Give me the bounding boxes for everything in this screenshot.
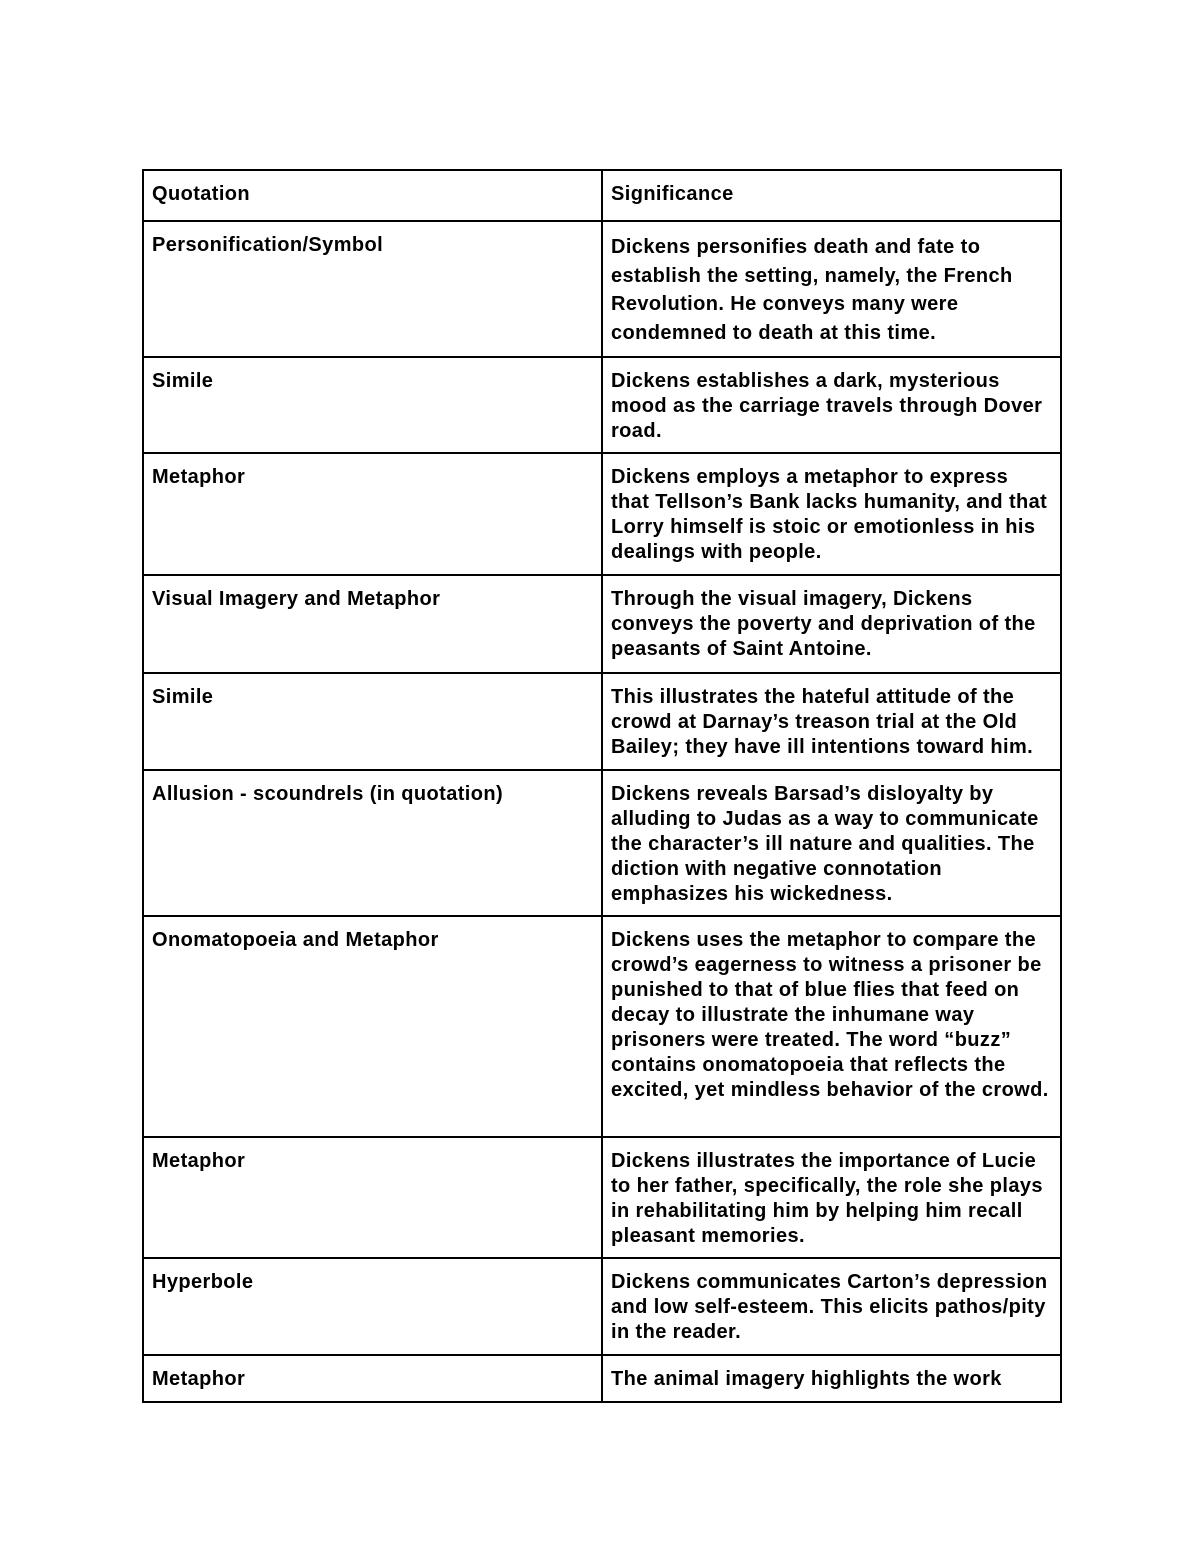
significance-cell: Dickens communicates Carton’s depression and low self-esteem. This elicits pathos/pity in the reader. bbox=[602, 1258, 1061, 1355]
significance-cell: This illustrates the hateful attitude of the crowd at Darnay’s treason trial at the Old Bailey; they have ill intentions toward him. bbox=[602, 673, 1061, 770]
table-row bbox=[143, 221, 1061, 357]
literary-devices-table bbox=[142, 169, 1062, 1403]
table-header-row bbox=[143, 170, 1061, 221]
significance-cell: The animal imagery highlights the work bbox=[602, 1355, 1061, 1402]
quotation-cell: Visual Imagery and Metaphor bbox=[143, 575, 602, 673]
table-row bbox=[143, 916, 1061, 1137]
quotation-cell: Hyperbole bbox=[143, 1258, 602, 1355]
header-significance: Significance bbox=[602, 170, 1061, 221]
header-quotation: Quotation bbox=[143, 170, 602, 221]
table-row bbox=[143, 1355, 1061, 1402]
table-row bbox=[143, 770, 1061, 916]
significance-cell: Dickens illustrates the importance of Lucie to her father, specifically, the role she plays in rehabilitating him by helping him recall pleasant memories. bbox=[602, 1137, 1061, 1258]
table-row bbox=[143, 673, 1061, 770]
quotation-cell: Onomatopoeia and Metaphor bbox=[143, 916, 602, 1137]
table-row bbox=[143, 357, 1061, 453]
significance-cell: Through the visual imagery, Dickens conveys the poverty and deprivation of the peasants of Saint Antoine. bbox=[602, 575, 1061, 673]
significance-cell: Dickens establishes a dark, mysterious mood as the carriage travels through Dover road. bbox=[602, 357, 1061, 453]
quotation-cell: Personification/Symbol bbox=[143, 221, 602, 357]
quotation-cell: Metaphor bbox=[143, 453, 602, 575]
quotation-cell: Allusion - scoundrels (in quotation) bbox=[143, 770, 602, 916]
table-row bbox=[143, 453, 1061, 575]
quotation-cell: Metaphor bbox=[143, 1137, 602, 1258]
significance-cell: Dickens uses the metaphor to compare the crowd’s eagerness to witness a prisoner be punished to that of blue flies that feed on decay to illustrate the inhumane way prisoners were treated. The word “buzz” contains onomatopoeia that reflects the excited, yet mindless behavior of the crowd. bbox=[602, 916, 1061, 1137]
significance-cell: Dickens reveals Barsad’s disloyalty by alluding to Judas as a way to communicate the character’s ill nature and qualities. The diction with negative connotation emphasizes his wickedness. bbox=[602, 770, 1061, 916]
table-row bbox=[143, 1137, 1061, 1258]
quotation-cell: Metaphor bbox=[143, 1355, 602, 1402]
significance-cell: Dickens personifies death and fate to establish the setting, namely, the French Revolution. He conveys many were condemned to death at this time. bbox=[602, 221, 1061, 357]
quotation-cell: Simile bbox=[143, 673, 602, 770]
table-row bbox=[143, 575, 1061, 673]
significance-cell: Dickens employs a metaphor to express that Tellson’s Bank lacks humanity, and that Lorry himself is stoic or emotionless in his dealings with people. bbox=[602, 453, 1061, 575]
quotation-cell: Simile bbox=[143, 357, 602, 453]
table-row bbox=[143, 1258, 1061, 1355]
